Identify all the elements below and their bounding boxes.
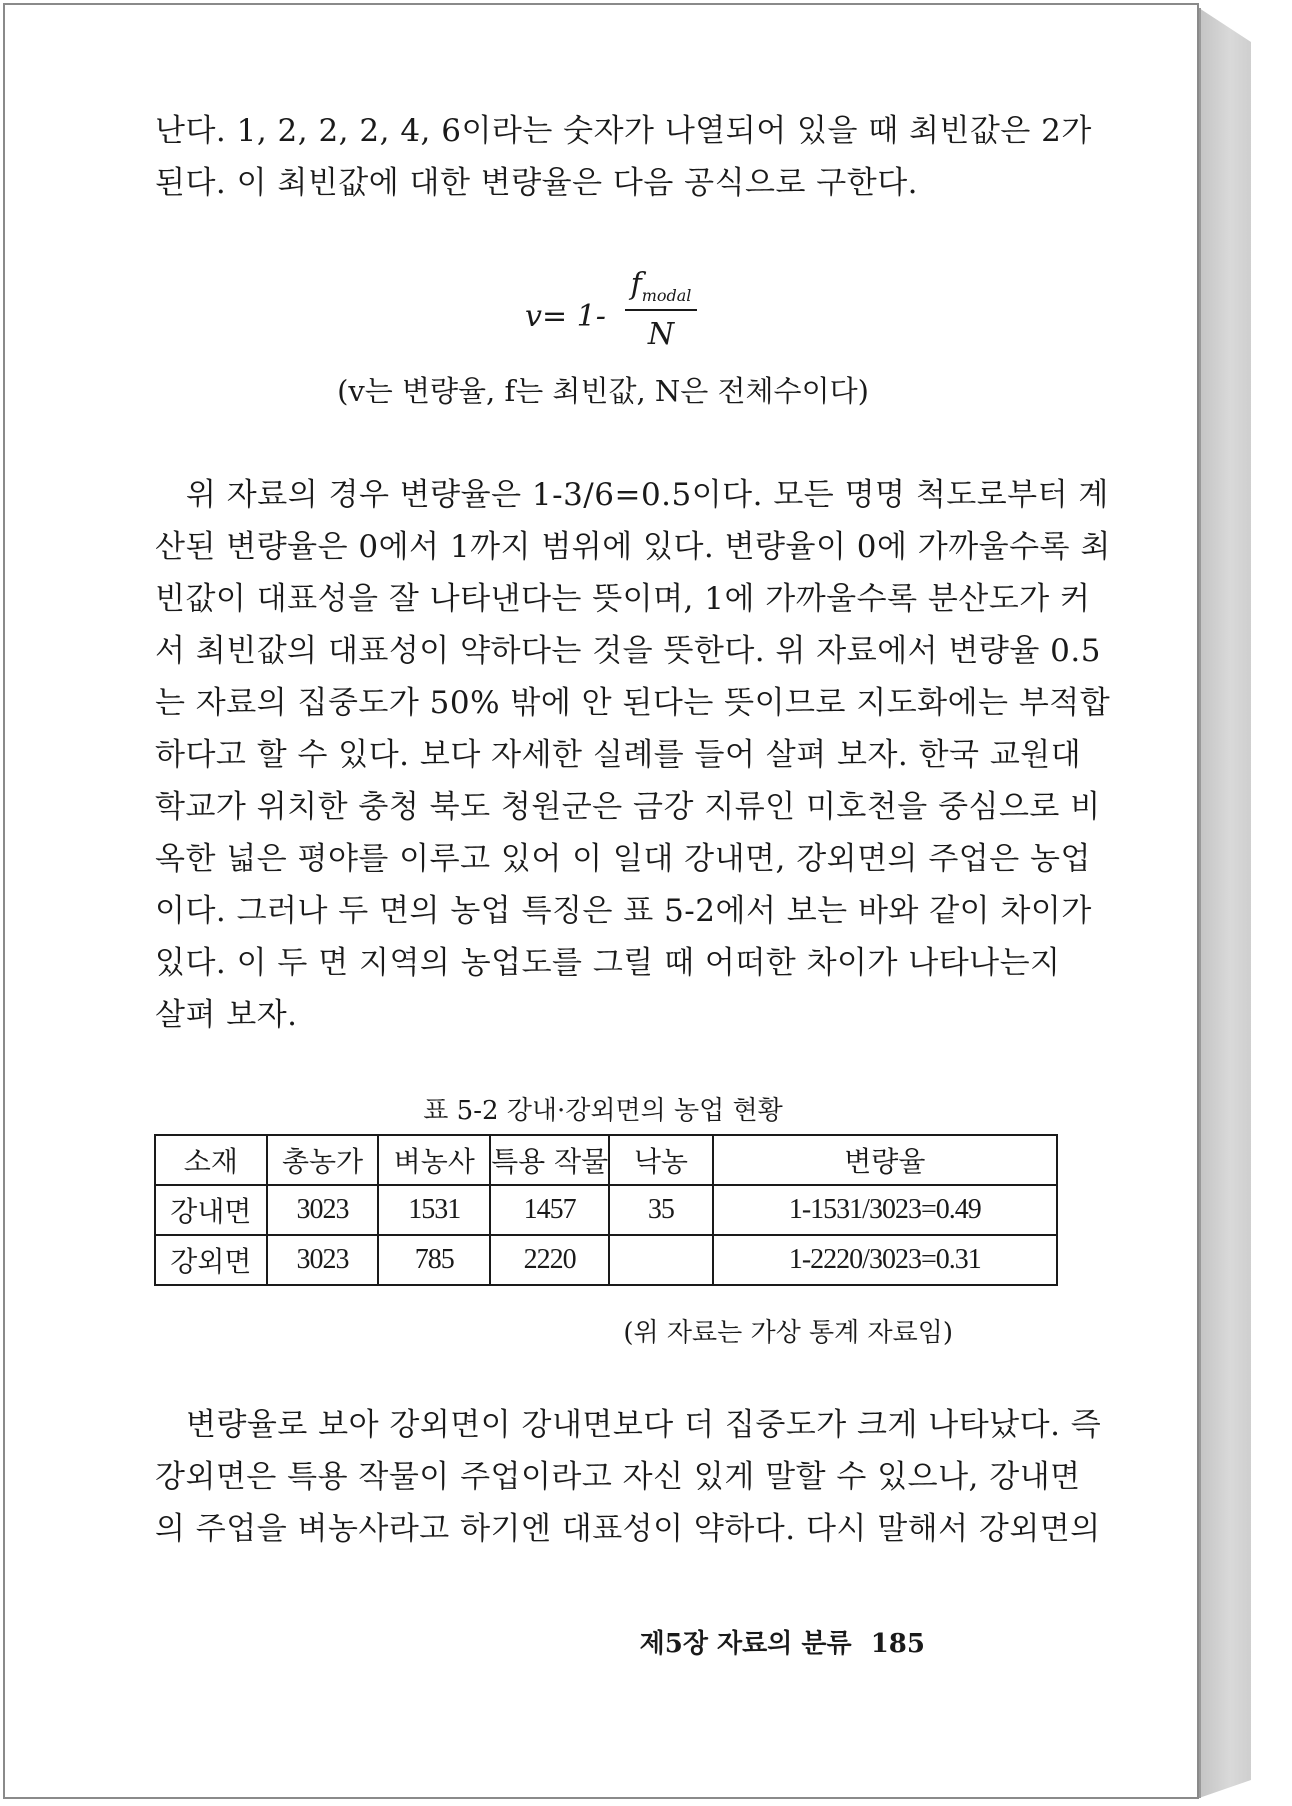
paragraph-line: 는 자료의 집중도가 50% 밖에 안 된다는 뜻이므로 지도화에는 부적합 bbox=[155, 685, 1111, 721]
chapter-title: 제5장 자료의 분류 bbox=[639, 1629, 852, 1659]
table-cell: 1457 bbox=[490, 1185, 609, 1235]
paragraph-line: 산된 변량율은 0에서 1까지 범위에 있다. 변량율이 0에 가까울수록 최 bbox=[155, 529, 1111, 565]
formula-numerator: $f_{modal}$ bbox=[630, 267, 692, 305]
variation-ratio-formula bbox=[525, 267, 725, 357]
table-header-cell: 벼농사 bbox=[378, 1135, 490, 1185]
fraction-bar bbox=[625, 309, 697, 311]
table-source-note: (위 자료는 가상 통계 자료임) bbox=[623, 1318, 953, 1348]
book-page bbox=[3, 3, 1199, 1799]
page-footer bbox=[640, 1623, 925, 1660]
formula-note: (v는 변량율, f는 최빈값, N은 전체수이다) bbox=[337, 374, 869, 408]
table-cell: 3023 bbox=[267, 1235, 379, 1285]
paragraph-line: 된다. 이 최빈값에 대한 변량율은 다음 공식으로 구한다. bbox=[155, 165, 918, 201]
paragraph-line: 살펴 보자. bbox=[155, 997, 298, 1033]
paragraph-line: 옥한 넓은 평야를 이루고 있어 이 일대 강내면, 강외면의 주업은 농업 bbox=[155, 841, 1091, 877]
formula-denominator: N bbox=[647, 316, 675, 352]
farm-status-table bbox=[154, 1134, 1058, 1286]
formula-numerator-subscript: modal bbox=[641, 286, 692, 305]
paragraph-line: 의 주업을 벼농사라고 하기엔 대표성이 약하다. 다시 말해서 강외면의 bbox=[155, 1511, 1101, 1547]
table-cell: 1531 bbox=[378, 1185, 490, 1235]
table-cell bbox=[609, 1235, 712, 1285]
formula-fraction bbox=[625, 267, 697, 352]
table-header-cell: 총농가 bbox=[267, 1135, 379, 1185]
paragraph-1 bbox=[155, 105, 1092, 209]
paragraph-line: 서 최빈값의 대표성이 약하다는 것을 뜻한다. 위 자료에서 변량율 0.5 bbox=[155, 633, 1101, 669]
table-row bbox=[155, 1235, 1057, 1285]
table-header-cell: 낙농 bbox=[609, 1135, 712, 1185]
paragraph-line: 위 자료의 경우 변량율은 1-3/6=0.5이다. 모든 명명 척도로부터 계 bbox=[186, 477, 1109, 513]
table-cell: 3023 bbox=[267, 1185, 379, 1235]
table-caption: 표 5-2 강내·강외면의 농업 현황 bbox=[423, 1096, 783, 1126]
table-cell: 785 bbox=[378, 1235, 490, 1285]
page-stack-edge bbox=[1199, 8, 1251, 1798]
page-spine-line bbox=[1199, 8, 1201, 1798]
formula-lhs: v= 1- bbox=[525, 299, 606, 334]
table-row bbox=[155, 1185, 1057, 1235]
table-header-row bbox=[155, 1135, 1057, 1185]
paragraph-line: 빈값이 대표성을 잘 나타낸다는 뜻이며, 1에 가까울수록 분산도가 커 bbox=[155, 581, 1091, 617]
paragraph-2 bbox=[155, 469, 1111, 1041]
table-cell: 강외면 bbox=[155, 1235, 267, 1285]
paragraph-line: 있다. 이 두 면 지역의 농업도를 그릴 때 어떠한 차이가 나타나는지 bbox=[155, 945, 1061, 981]
table-header-cell: 특용 작물 bbox=[490, 1135, 609, 1185]
paragraph-line: 하다고 할 수 있다. 보다 자세한 실례를 들어 살펴 보자. 한국 교원대 bbox=[155, 737, 1082, 773]
paragraph-3 bbox=[155, 1399, 1102, 1555]
paragraph-line: 변량율로 보아 강외면이 강내면보다 더 집중도가 크게 나타났다. 즉 bbox=[186, 1407, 1102, 1443]
paragraph-line: 난다. 1, 2, 2, 2, 4, 6이라는 숫자가 나열되어 있을 때 최빈값은 2가 bbox=[155, 113, 1092, 149]
paragraph-line: 학교가 위치한 충청 북도 청원군은 금강 지류인 미호천을 중심으로 비 bbox=[155, 789, 1101, 825]
table-cell: 1-2220/3023=0.31 bbox=[713, 1235, 1057, 1285]
table-cell: 2220 bbox=[490, 1235, 609, 1285]
paragraph-line: 강외면은 특용 작물이 주업이라고 자신 있게 말할 수 있으나, 강내면 bbox=[155, 1459, 1081, 1495]
table-cell: 강내면 bbox=[155, 1185, 267, 1235]
table-cell: 1-1531/3023=0.49 bbox=[713, 1185, 1057, 1235]
table-cell: 35 bbox=[609, 1185, 712, 1235]
table-header-cell: 소재 bbox=[155, 1135, 267, 1185]
paragraph-line: 이다. 그러나 두 면의 농업 특징은 표 5-2에서 보는 바와 같이 차이가 bbox=[155, 893, 1092, 929]
page-number: 185 bbox=[870, 1629, 925, 1659]
table-header-cell: 변량율 bbox=[713, 1135, 1057, 1185]
